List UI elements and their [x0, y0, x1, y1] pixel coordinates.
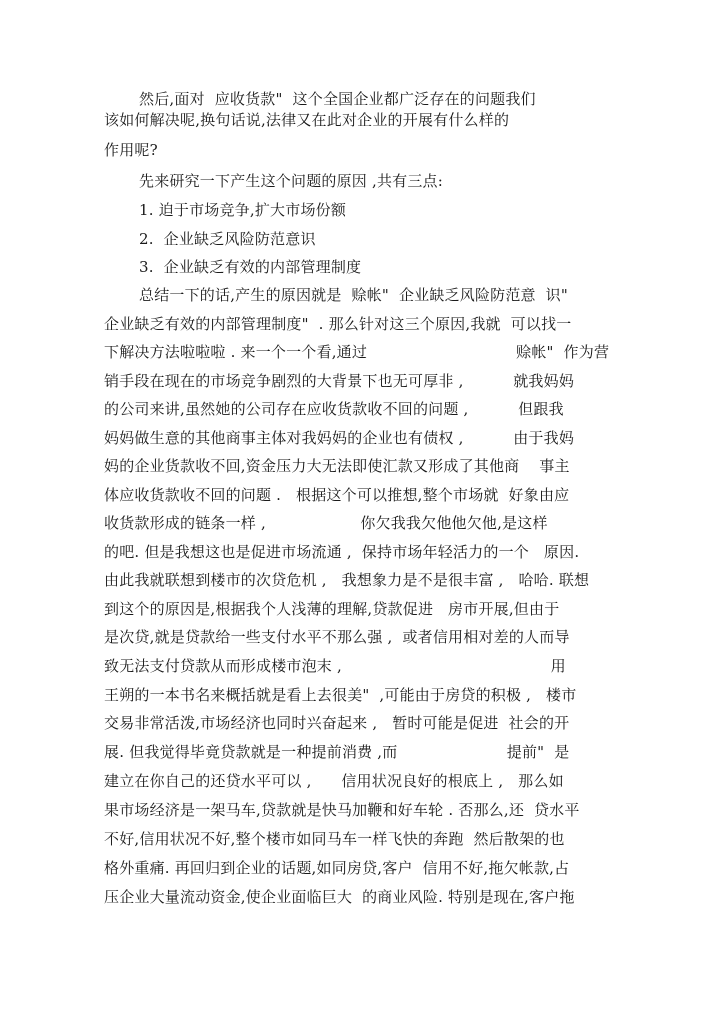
text-line: 该如何解决呢,换句话说,法律又在此对企业的开展有什么样的	[104, 111, 510, 129]
text-line: 总结一下的话,产生的原因就是 赊帐" 企业缺乏风险防范意 识"	[139, 286, 568, 304]
list-item: 1. 迫于市场竞争,扩大市场份额	[139, 201, 347, 219]
text-line: 企业缺乏有效的内部管理制度" . 那么针对这三个原因,我就 可以找一	[104, 315, 572, 333]
text-line: 妈的企业货款收不回,资金压力大无法即使汇款又形成了其他商 事主	[104, 457, 570, 475]
text-line: 格外重痛. 再回归到企业的话题,如同房贷,客户 信用不好,拖欠帐款,占	[104, 859, 570, 877]
text-line: 先来研究一下产生这个问题的原因 ,共有三点:	[139, 172, 443, 190]
text-line: 压企业大量流动资金,使企业面临巨大 的商业风险. 特别是现在,客户拖	[104, 888, 575, 906]
list-item: 2. 企业缺乏风险防范意识	[139, 230, 316, 248]
text-line: 体应收货款收不回的问题 . 根据这个可以推想,整个市场就 好象由应	[104, 486, 570, 504]
text-line: 建立在你自己的还贷水平可以 , 信用状况良好的根底上 , 那么如	[104, 772, 564, 790]
text-line: 是次贷,就是贷款给一些支付水平不那么强 , 或者信用相对差的人而导	[104, 628, 570, 646]
text-line: 妈妈做生意的其他商事主体对我妈妈的企业也有债权 , 由于我妈	[104, 429, 575, 447]
text-line: 然后,面对 应收货款" 这个全国企业都广泛存在的问题我们	[139, 90, 536, 108]
text-line: 致无法支付贷款从而形成楼市泡末 , 用	[104, 657, 566, 675]
text-line: 果市场经济是一架马车,贷款就是快马加鞭和好车轮 . 否那么,还 贷水平	[104, 801, 580, 819]
text-line: 到这个的原因是,根据我个人浅薄的理解,贷款促进 房市开展,但由于	[104, 600, 560, 618]
text-line: 不好,信用状况不好,整个楼市如同马车一样飞快的奔跑 然后散架的也	[104, 830, 565, 848]
list-item: 3. 企业缺乏有效的内部管理制度	[139, 258, 362, 276]
text-line: 销手段在现在的市场竞争剧烈的大背景下也无可厚非 , 就我妈妈	[104, 372, 575, 390]
text-line: 交易非常活泼,市场经济也同时兴奋起来 , 暂时可能是促进 社会的开	[104, 714, 570, 732]
text-line: 的吧. 但是我想这也是促进市场流通 , 保持市场年轻活力的一个 原因.	[104, 543, 580, 561]
text-line: 作用呢?	[104, 141, 158, 159]
text-line: 的公司来讲,虽然她的公司存在应收货款收不回的问题 , 但跟我	[104, 400, 564, 418]
text-line: 王朔的一本书名来概括就是看上去很美" ,可能由于房贷的积极 , 楼市	[104, 686, 577, 704]
text-line: 下解决方法啦啦啦 . 来一个一个看,通过 赊帐" 作为营	[104, 343, 610, 361]
text-line: 由此我就联想到楼市的次贷危机 , 我想象力是不是很丰富 , 哈哈. 联想	[104, 571, 590, 589]
text-line: 收货款形成的链条一样 , 你欠我我欠他他欠他,是这样	[104, 514, 548, 532]
text-line: 展. 但我觉得毕竟贷款就是一种提前消费 ,而 提前" 是	[104, 743, 570, 761]
